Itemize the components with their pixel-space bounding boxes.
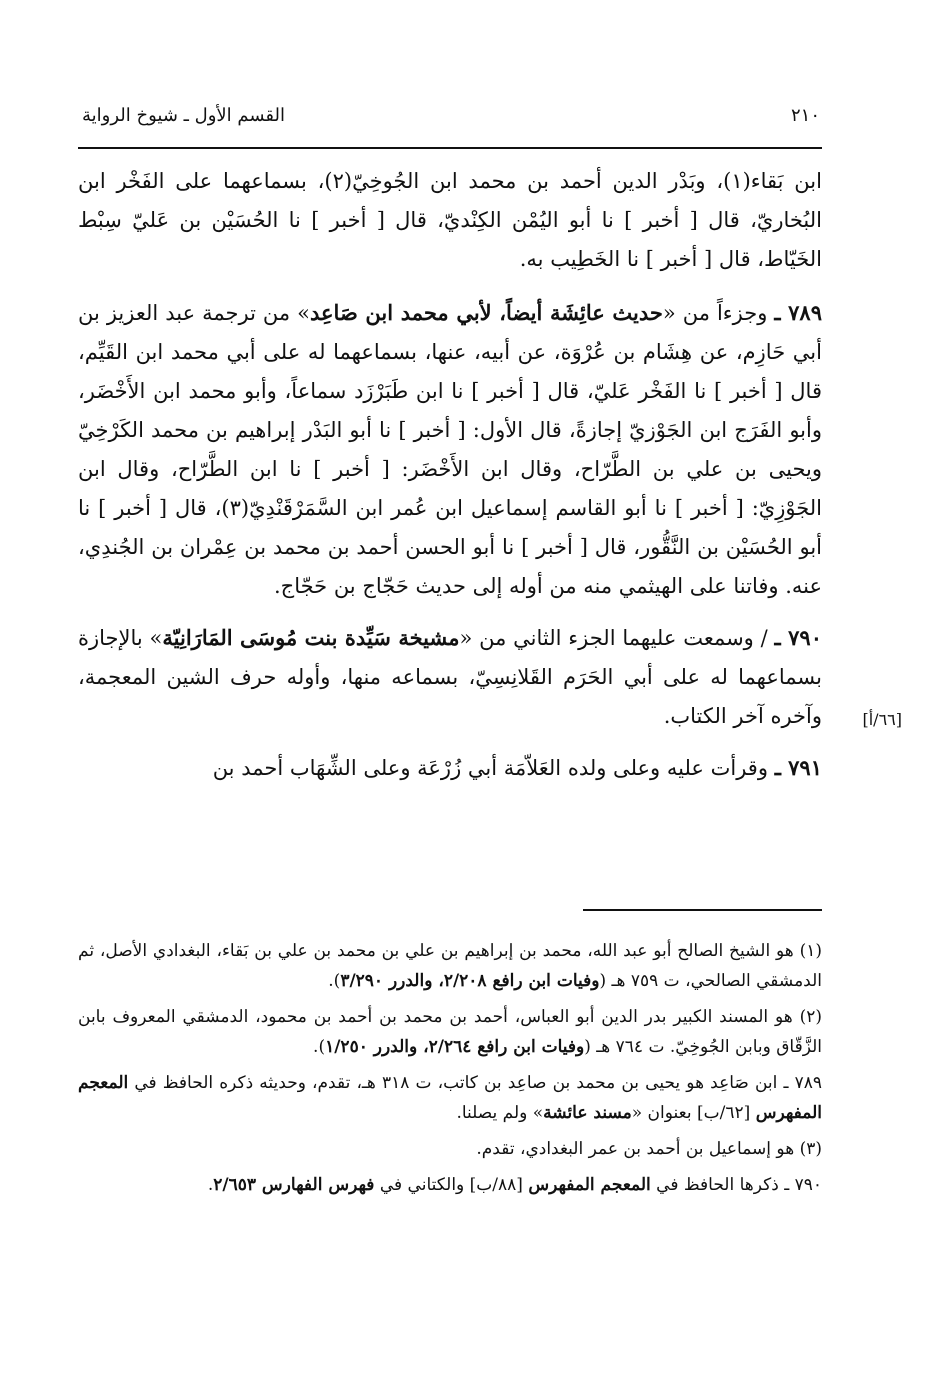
entry-text: وقرأت عليه وعلى ولده العَلاّمَة أبي زُرْعَة وعلى الشِّهَاب أحمد بن <box>212 756 768 780</box>
footnote-reference: وفيات ابن رافع ٢/٢٦٤، والدرر ١/٢٥٠ <box>325 1037 585 1057</box>
entry-number: ٧٩١ ـ <box>774 755 822 780</box>
page-header <box>82 92 820 126</box>
entry-lead: / وسمعت عليهما الجزء الثاني من « <box>459 626 768 650</box>
page-number: ٢١٠ <box>790 105 820 126</box>
footnote-text: (٢) هو المسند الكبير بدر الدين أبو العباس، أحمد بن محمد بن أحمد بن محمود، الدمشقي المعروف بابن الزَّقّاق وبابن الجُوخِيّ. ت ٧٦٤ هـ ( <box>78 1007 822 1057</box>
footnote-text: (١) هو الشيخ الصالح أبو عبد الله، محمد بن إبراهيم بن علي بن محمد بن علي بن بَقاء، البغدادي الأصل، ثم الدمشقي الصالحي، ت ٧٥٩ هـ ( <box>78 941 822 991</box>
footnote-text-mid: [٨٨/ب] والكتاني في <box>374 1175 529 1195</box>
footnote-1 <box>78 936 822 996</box>
footnote-2 <box>78 1002 822 1062</box>
footnote-text: ٧٩٠ ـ ذكرها الحافظ في <box>650 1175 822 1195</box>
footnote-end: » ولم يصلنا. <box>456 1103 544 1123</box>
header-divider <box>78 147 822 149</box>
footnote-text: (٣) هو إسماعيل بن أحمد بن عمر البغدادي، تقدم. <box>476 1139 822 1159</box>
footnote-reference: المعجم المفهرس <box>78 1073 822 1123</box>
entry-text: » بالإجازة بسماعهما له على أبي الحَرَم القَلانِسِيّ، بسماعه منها، وأوله حرف الشين المعجمة، وآخره آخر الكتاب. <box>78 626 822 728</box>
entry-789 <box>78 293 822 606</box>
footnote-reference: وفيات ابن رافع ٢/٢٠٨، والدرر ٣/٢٩٠ <box>340 971 600 991</box>
footnote-text: ٧٨٩ ـ ابن صَاعِد هو يحيى بن محمد بن صاعِد بن كاتب، ت ٣١٨ هـ، تقدم، وحديثه ذكره الحافظ في <box>128 1073 822 1093</box>
footnote-end: ). <box>328 971 341 991</box>
footnote-3 <box>78 1134 822 1164</box>
entry-text: » من ترجمة عبد العزيز بن أبي حَازِم، عن هِشَام بن عُرْوَة، عن أبيه، عنها، بسماعهما له على أبي محمد ابن القَيِّم، قال [ أخبر ] نا الفَخْر عَليّ، قال [ أخبر ] نا ابن طَبَرْزَد سماعاً، وأبو محمد ابن الأَخْضَر، وأبو الفَرَج ابن الجَوْزيّ إجازةً، قال الأول: [ أخبر ] نا أبو البَدْر إبراهيم بن محمد الكَرْخِيّ ويحيى بن علي بن الطَّرّاح، وقال ابن الأَخْضَر: [ أخبر ] نا ابن الطَّرّاح، وقال ابن الجَوْزِيّ: [ أخبر ] نا أبو القاسم إسماعيل ابن عُمر ابن السَّمَرْقَنْدِيّ(٣)، قال [ أخبر ] نا أبو الحُسَيْن بن النَّقُّور، قال [ أخبر ] نا أبو الحسن أحمد بن محمد بن عِمْران بن الجُندِي، عنه. وفاتنا على الهيثمي منه من أوله إلى حديث حَجّاج بن حَجّاج. <box>78 301 822 598</box>
footnote-text-mid: [٦٢/ب] بعنوان « <box>631 1103 756 1123</box>
main-text <box>78 162 822 800</box>
entry-number: ٧٩٠ ـ <box>774 625 822 650</box>
entry-790 <box>78 618 822 736</box>
work-title: حديث عائِشَة أيضاً، لأبي محمد ابن صَاعِد <box>310 300 663 325</box>
entry-lead: وجزءاً من « <box>662 301 768 325</box>
footnotes <box>78 936 822 1206</box>
entry-number: ٧٨٩ ـ <box>774 300 822 325</box>
footnote-end: ). <box>313 1037 326 1057</box>
footnote-790 <box>78 1170 822 1200</box>
section-title: القسم الأول ـ شيوخ الرواية <box>82 105 286 126</box>
footnote-789 <box>78 1068 822 1128</box>
footnote-divider <box>583 909 822 911</box>
footnote-reference: المعجم المفهرس <box>528 1175 651 1195</box>
entry-791 <box>78 748 822 788</box>
footnote-end: . <box>207 1175 214 1195</box>
paragraph-continuation: ابن بَقاء(١)، وبَدْر الدين أحمد بن محمد ابن الجُوخِيّ(٢)، بسماعهما على الفَخْر ابن البُخاريّ، قال [ أخبر ] نا أبو اليُمْن الكِنْديّ، قال [ أخبر ] نا الحُسَيْن بن عَليّ سِبْط الخَيّاط، قال [ أخبر ] نا الخَطِيب به. <box>78 169 822 271</box>
margin-folio-note: [٦٦/أ] <box>862 710 902 729</box>
footnote-reference-2: فهرس الفهارس ٢/٦٥٣ <box>213 1175 375 1195</box>
work-title: مشيخة سَيِّدة بنت مُوسَى المَارَانِيّة <box>162 625 460 650</box>
footnote-reference-2: مسند عائشة <box>543 1103 632 1123</box>
